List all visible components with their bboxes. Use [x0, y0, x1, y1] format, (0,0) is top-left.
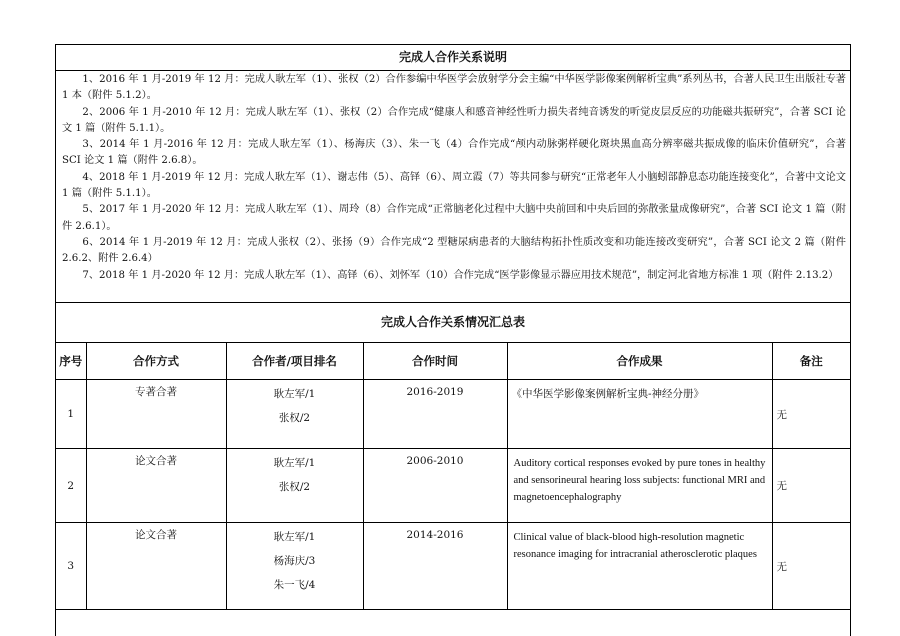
cell-seq: 1: [56, 380, 86, 449]
partner-entry: 耿左军/1: [273, 388, 316, 400]
header-note: 备注: [772, 343, 850, 380]
header-seq: 序号: [56, 343, 86, 380]
cell-result: Auditory cortical responses evoked by pure tones in healthy and sensorineural hearing loss subjects: functional MRI and magnetoencephalography: [507, 449, 772, 523]
description-paragraph: 3、2014 年 1 月-2016 年 12 月：完成人耿左军（1）、杨海庆（3）、朱一飞（4）合作完成“颅内动脉粥样硬化斑块黑血高分辨率磁共振成像的临床价值研究”，合著 SCI 论文 1 篇（附件 2.6.8）。: [62, 139, 846, 167]
cell-note: 无: [772, 380, 850, 449]
description-paragraph: 4、2018 年 1 月-2019 年 12 月：完成人耿左军（1）、谢志伟（5）、高铎（6）、周立霞（7）等共同参与研究“正常老年人小脑蚓部静息态功能连接变化”，合著中文论文 1 篇（附件 5.1.1）。: [62, 171, 846, 200]
section-title-summary-table: 完成人合作关系情况汇总表: [56, 303, 850, 343]
description-paragraph: 7、2018 年 1 月-2020 年 12 月：完成人耿左军（1）、高铎（6）、刘怀军（10）合作完成“医学影像显示器应用技术规范”，制定河北省地方标准 1 项（附件 2.13.2）: [82, 269, 839, 281]
document-page: [55, 44, 851, 636]
partner-entry: 耿左军/1: [273, 457, 316, 469]
table-row: [56, 523, 850, 610]
header-partner: 合作者/项目排名: [226, 343, 363, 380]
cooperation-description-block: [56, 71, 850, 303]
table-row: [56, 449, 850, 523]
cell-result: 《中华医学影像案例解析宝典-神经分册》: [507, 380, 772, 449]
cell-partners: [226, 523, 363, 610]
cell-time: 2016-2019: [363, 380, 507, 449]
cell-partners: [226, 449, 363, 523]
partner-entry: 杨海庆/3: [273, 555, 316, 567]
partner-entry: 朱一飞/4: [273, 579, 316, 591]
cell-note: 无: [772, 449, 850, 523]
cell-result: Clinical value of black-blood high-resolution magnetic resonance imaging for intracranial atherosclerotic plaques: [507, 523, 772, 610]
description-paragraph: 6、2014 年 1 月-2019 年 12 月：完成人张权（2）、张扬（9）合作完成“2 型糖尿病患者的大脑结构拓扑性质改变和功能连接改变研究”，合著 SCI 论文 2 篇（附件 2.6.2、附件 2.6.4）: [62, 236, 846, 265]
cell-time: 2006-2010: [363, 449, 507, 523]
cell-seq: 3: [56, 523, 86, 610]
cell-time: 2014-2016: [363, 523, 507, 610]
header-time: 合作时间: [363, 343, 507, 380]
table-row: [56, 380, 850, 449]
cell-seq: 2: [56, 449, 86, 523]
table-header-row: [56, 343, 850, 380]
cell-mode: 论文合著: [86, 449, 226, 523]
header-result: 合作成果: [507, 343, 772, 380]
description-paragraph: 2、2006 年 1 月-2010 年 12 月：完成人耿左军（1）、张权（2）合作完成“健康人和感音神经性听力损失者纯音诱发的听觉皮层反应的功能磁共振研究”，合著 SCI 论文 1 篇（附件 5.1.1）。: [62, 106, 846, 134]
partner-entry: 张权/2: [278, 412, 311, 424]
cell-mode: 专著合著: [86, 380, 226, 449]
cooperation-summary-table: [56, 343, 850, 610]
partner-entry: 张权/2: [278, 481, 311, 493]
cell-note: 无: [772, 523, 850, 610]
description-paragraph: 5、2017 年 1 月-2020 年 12 月：完成人耿左军（1）、周玲（8）合作完成“正常脑老化过程中大脑中央前回和中央后回的弥散张量成像研究”，合著 SCI 论文 1 篇（附件 2.6.1）。: [62, 204, 846, 232]
section-title-cooperation-description: 完成人合作关系说明: [56, 45, 850, 71]
partner-entry: 耿左军/1: [273, 531, 316, 543]
cell-partners: [226, 380, 363, 449]
cell-mode: 论文合著: [86, 523, 226, 610]
header-mode: 合作方式: [86, 343, 226, 380]
description-paragraph: 1、2016 年 1 月-2019 年 12 月：完成人耿左军（1）、张权（2）合作参编中华医学会放射学分会主编“中华医学影像案例解析宝典”系列丛书，合著人民卫生出版社专著 1 本（附件 5.1.2）。: [62, 74, 846, 102]
